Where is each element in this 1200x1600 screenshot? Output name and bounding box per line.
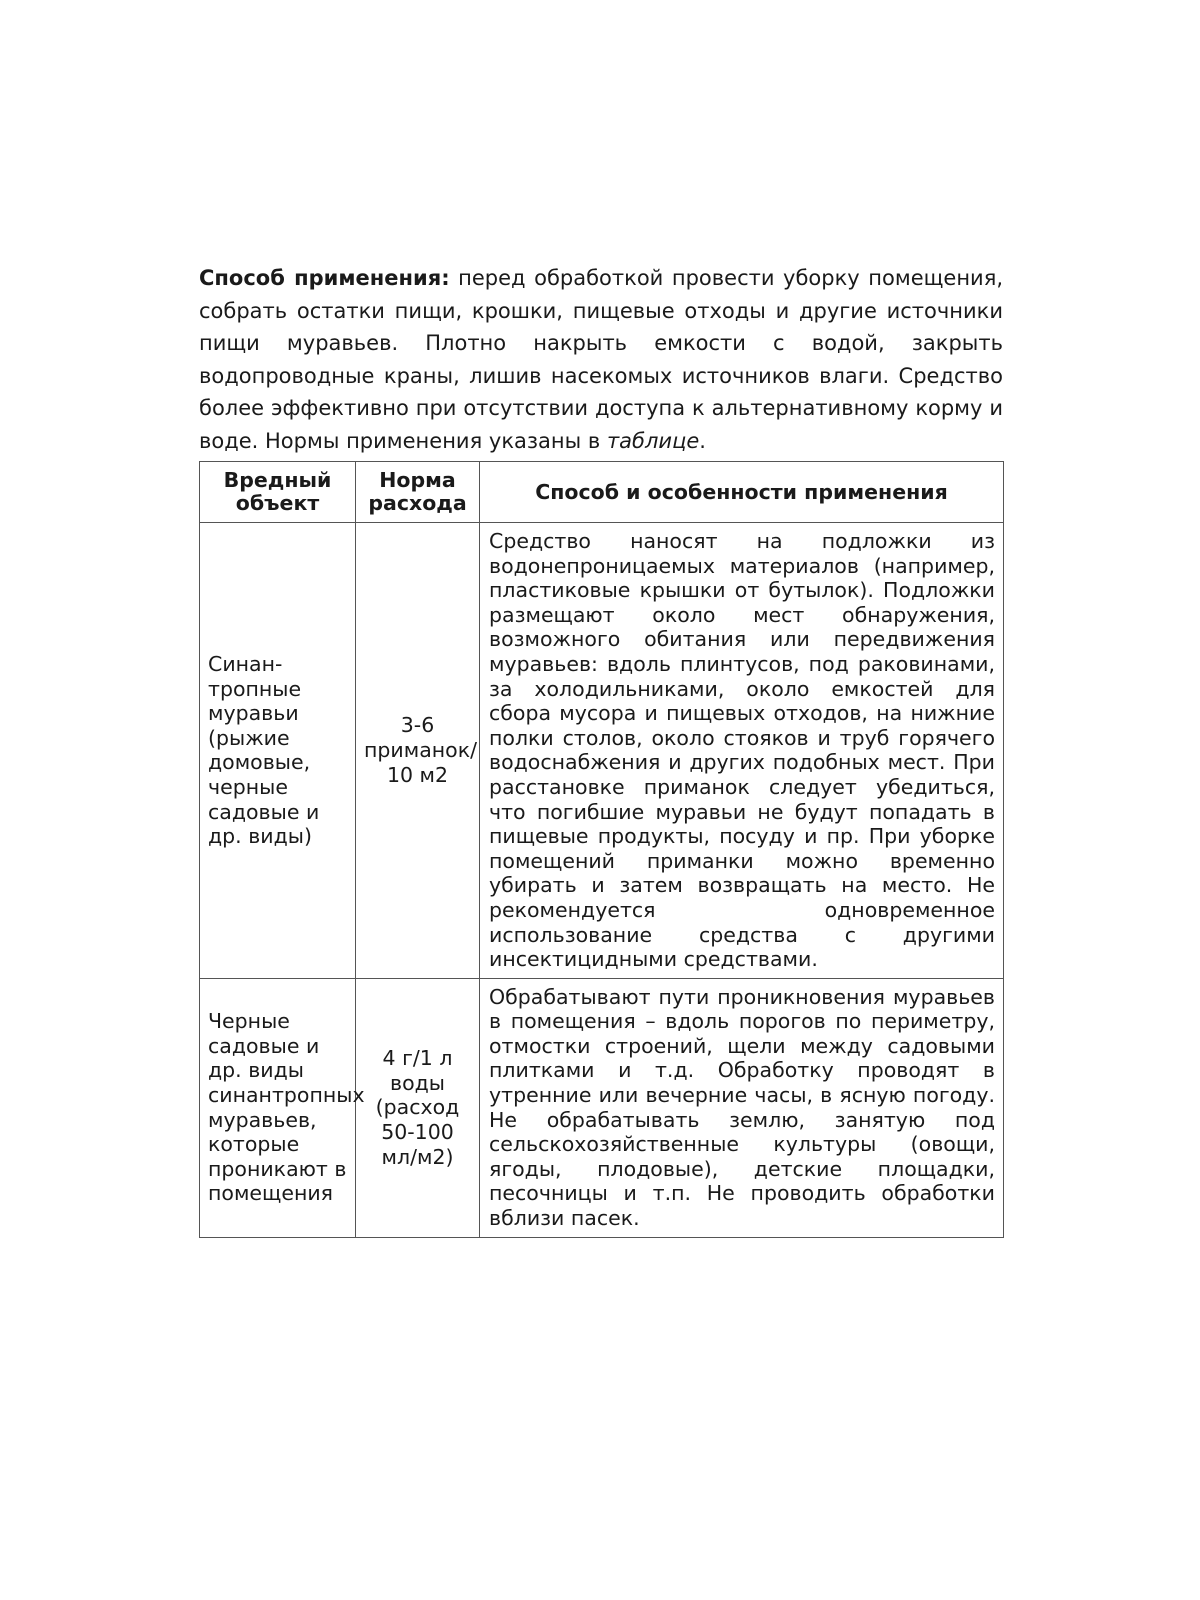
table-row xyxy=(200,523,1004,979)
table-row xyxy=(200,978,1004,1237)
cell-object: Синан-тропные муравьи (рыжие домовые, черные садовые и др. виды) xyxy=(200,523,356,979)
usage-paragraph xyxy=(199,262,1003,457)
cell-object: Черные садовые и др. виды синантропных муравьев, которые проникают в помещения xyxy=(200,978,356,1237)
usage-heading: Способ применения: xyxy=(199,266,450,290)
header-method: Способ и особенности применения xyxy=(480,462,1004,523)
usage-table-reference: таблице xyxy=(606,428,700,453)
usage-table xyxy=(199,461,1004,1238)
usage-text: перед обработкой провести уборку помещения, собрать остатки пищи, крошки, пищевые отходы и другие источники пищи муравьев. Плотно накрыть емкости с водой, закрыть водопроводные краны, лишив насекомых источников влаги. Средство более эффективно при отсутствии доступа к альтернативному корму и воде. Нормы применения указаны в xyxy=(199,266,1003,453)
cell-method: Средство наносят на подложки из водонепроницаемых материалов (например, пластиковые крышки от бутылок). Подложки размещают около мест обнаружения, возможного обитания или передвижения муравьев: вдоль плинтусов, под раковинами, за холодильниками, около емкостей для сбора мусора и пищевых отходов, на нижние полки столов, около стояков и труб горячего водоснабжения и других подобных мест. При расстановке приманок следует убедиться, что погибшие муравьи не будут попадать в пищевые продукты, посуду и пр. При уборке помещений приманки можно временно убирать и затем возвращать на место. Не рекомендуется одновременное использование средства с другими инсектицидными средствами. xyxy=(480,523,1004,979)
table-header-row xyxy=(200,462,1004,523)
cell-norm: 4 г/1 л воды (расход 50-100 мл/м2) xyxy=(356,978,480,1237)
header-norm: Норма расхода xyxy=(356,462,480,523)
document-body xyxy=(199,262,1003,1238)
cell-method: Обрабатывают пути проникновения муравьев в помещения – вдоль порогов по периметру, отмостки строений, щели между садовыми плитками и т.д. Обработку проводят в утренние или вечерние часы, в ясную погоду. Не обрабатывать землю, занятую под сельскохозяйственные культуры (овощи, ягоды, плодовые), детские площадки, песочницы и т.п. Не проводить обработки вблизи пасек. xyxy=(480,978,1004,1237)
header-object: Вредный объект xyxy=(200,462,356,523)
usage-text-end: . xyxy=(699,428,706,453)
cell-norm: 3-6 приманок/ 10 м2 xyxy=(356,523,480,979)
